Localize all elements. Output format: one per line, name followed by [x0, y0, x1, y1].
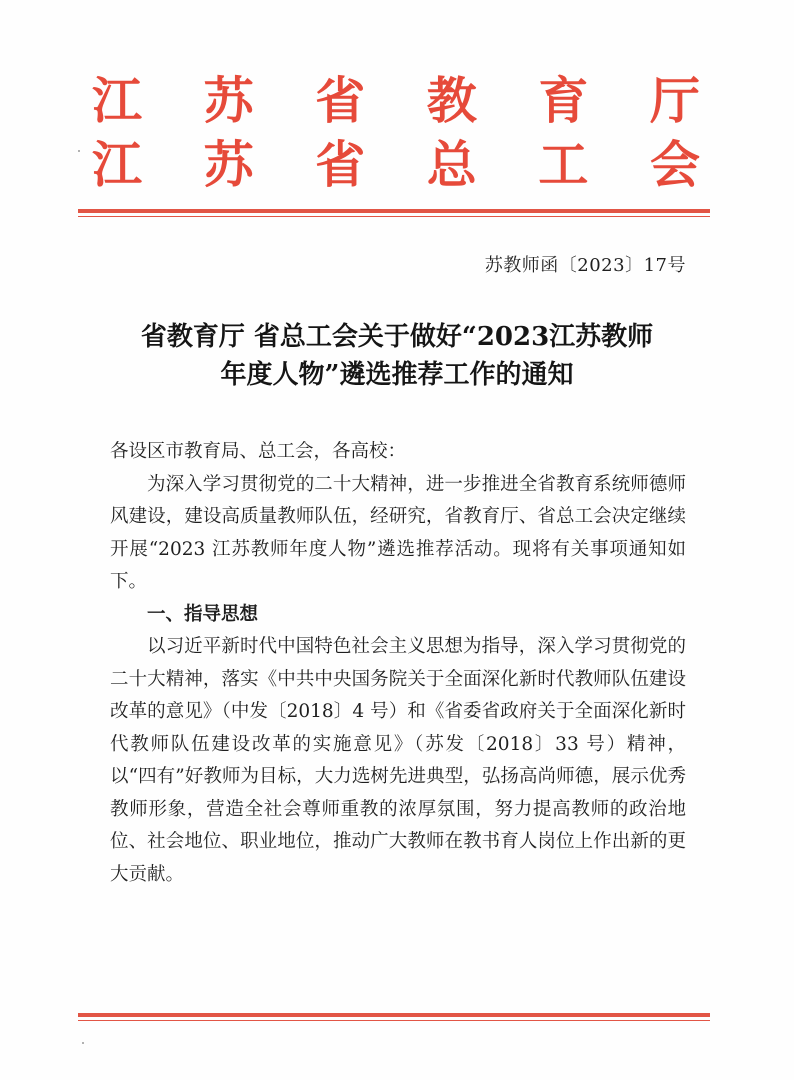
document-body [110, 436, 686, 891]
document-title-line-2: 年度人物”遴选推荐工作的通知 [220, 360, 574, 390]
header-red-rule-thick [78, 209, 710, 213]
org-name-education-department [92, 72, 700, 130]
document-number: 苏教师函〔2023〕17号 [484, 255, 686, 276]
document-title [80, 318, 714, 394]
org-char: 教 [426, 72, 477, 130]
org-char: 省 [315, 72, 366, 130]
section-paragraph-guiding-ideology: 以习近平新时代中国特色社会主义思想为指导，深入学习贯彻党的二十大精神，落实《中共中央国务院关于全面深化新时代教师队伍建设改革的意见》（中发〔2018〕4 号）和《省委省政府关于全面深化新时代教师队伍建设改革的实施意见》（苏发〔2018〕33 号）精神，以“四有”好教师为目标，大力选树先进典型，弘扬高尚师德，展示优秀教师形象，营造全社会尊师重教的浓厚氛围，努力提高教师的政治地位、社会地位、职业地位，推动广大教师在教书育人岗位上作出新的更大贡献。 [110, 636, 686, 885]
org-char: 总 [426, 136, 477, 194]
org-char: 会 [649, 136, 700, 194]
org-char: 育 [538, 72, 589, 130]
org-char: 苏 [203, 136, 254, 194]
org-name-trade-union [92, 136, 700, 194]
org-char: 江 [92, 72, 142, 130]
footer-red-rule-thin [78, 1020, 710, 1021]
footer-red-rule [78, 1013, 710, 1021]
document-title-line-1: 省教育厅 省总工会关于做好“2023江苏教师 [140, 322, 654, 352]
org-char: 工 [538, 136, 589, 194]
issuing-organizations-header [92, 72, 700, 200]
org-char: 江 [92, 136, 142, 194]
header-red-rule-thin [78, 216, 710, 217]
scan-speck [78, 150, 80, 152]
intro-paragraph: 为深入学习贯彻党的二十大精神，进一步推进全省教育系统师德师风建设，建设高质量教师队伍，经研究，省教育厅、省总工会决定继续开展“2023 江苏教师年度人物”遴选推荐活动。现将有关事项通知如下。 [110, 473, 686, 592]
footer-red-rule-thick [78, 1013, 710, 1017]
org-char: 省 [315, 136, 366, 194]
salutation: 各设区市教育局、总工会，各高校： [110, 441, 407, 462]
header-red-rule [78, 209, 710, 217]
scan-speck [82, 1042, 84, 1044]
org-char: 苏 [203, 72, 254, 130]
org-char: 厅 [649, 72, 700, 130]
section-heading-guiding-ideology: 一、指导思想 [147, 603, 259, 625]
